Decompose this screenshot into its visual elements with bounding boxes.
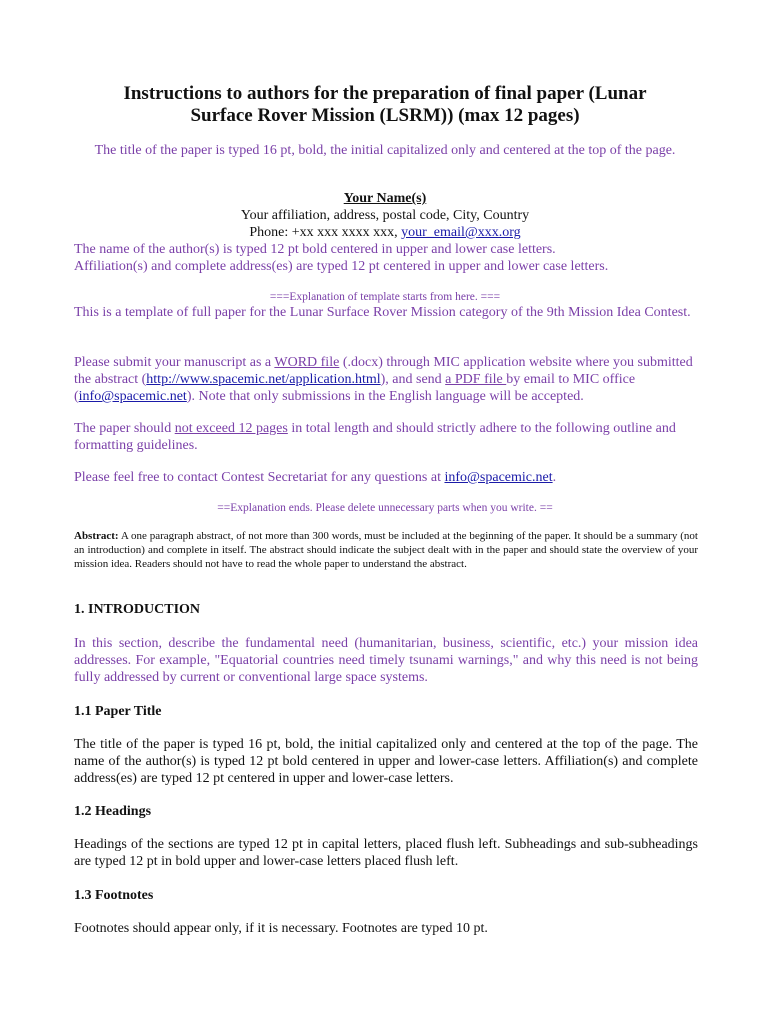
- paper-title-heading: 1.1 Paper Title: [74, 704, 162, 719]
- explanation-start: ===Explanation of template starts from here. ===: [269, 291, 501, 303]
- footnotes-text: Footnotes should appear only, if it is necessary. Footnotes are typed 10 pt.: [74, 921, 488, 936]
- footnotes-heading: 1.3 Footnotes: [74, 888, 154, 903]
- explanation-end: ==Explanation ends. Please delete unnecessary parts when you write. ==: [217, 502, 553, 514]
- author-phone: Phone: +xx xxx xxxx xxx,: [249, 225, 402, 240]
- contact-text-2: .: [552, 470, 557, 485]
- abstract-text: A one paragraph abstract, of not more than 300 words, must be included at the beginning of the paper. It should be a summary (not an introduction) and complete in itself. The abstract should indicate the subject dealt with in the paper and should state the overview of your mission idea. Readers should not have to read the whole paper to understand the abstract.: [74, 530, 698, 570]
- author-instruction-line-1: The name of the author(s) is typed 12 pt bold centered in upper and lower case letters.: [74, 242, 556, 257]
- page-limit-paragraph: [74, 420, 698, 454]
- author-affiliation: Your affiliation, address, postal code, City, Country: [240, 208, 530, 223]
- introduction-text: In this section, describe the fundamental need (humanitarian, business, scientific, etc.) your mission idea addresses. For example, "Equatorial countries need timely tsunami warnings," and why this need is not being fully addressed by current or conventional large space systems.: [74, 636, 698, 685]
- contact-text-1: Please feel free to contact Contest Secretariat for any questions at: [74, 470, 445, 485]
- author-instruction-line-2: Affiliation(s) and complete address(es) are typed 12 pt centered in upper and lower case letters.: [74, 259, 609, 274]
- introduction-heading: 1. INTRODUCTION: [74, 602, 201, 617]
- title-instruction: The title of the paper is typed 16 pt, bold, the initial capitalized only and centered at the top of the page.: [94, 143, 676, 158]
- author-instruction: [74, 241, 698, 275]
- page-limit-value: not exceed 12 pages: [174, 421, 288, 436]
- submission-text-4: by email to MIC office (: [74, 372, 636, 404]
- abstract: [74, 529, 698, 571]
- pdf-file-text: a PDF file: [445, 372, 507, 387]
- submission-paragraph: [74, 354, 698, 405]
- submission-text-2: (.docx) through MIC application website where you submitted the abstract (: [74, 355, 693, 387]
- submission-text-1: Please submit your manuscript as a: [74, 355, 275, 370]
- contact-paragraph: [74, 469, 698, 486]
- word-file-text: WORD file: [274, 355, 340, 370]
- headings-text: Headings of the sections are typed 12 pt in capital letters, placed flush left. Subheadings and sub-subheadings are typed 12 pt in bold upper and lower-case letters placed flush left.: [74, 837, 698, 869]
- submission-text-3: ), and send: [380, 372, 446, 387]
- paper-title-line-1: Instructions to authors for the preparation of final paper (Lunar: [123, 83, 647, 104]
- author-name: Your Name(s): [343, 191, 427, 206]
- template-paragraph: This is a template of full paper for the Lunar Surface Rover Mission category of the 9th Mission Idea Contest.: [74, 305, 691, 320]
- page-limit-text-1: The paper should: [74, 421, 175, 436]
- contact-email-link[interactable]: info@spacemic.net: [444, 470, 553, 485]
- author-email-link[interactable]: your_email@xxx.org: [401, 225, 521, 240]
- paper-title-text: The title of the paper is typed 16 pt, bold, the initial capitalized only and centered at the top of the page. The name of the author(s) is typed 12 pt bold centered in upper and lower-case letters. Affiliation(s) and complete address(es) are typed 12 pt centered in upper and lower-case letters.: [74, 737, 698, 786]
- author-block: [60, 190, 710, 241]
- page-limit-text-2: in total length and should strictly adhere to the following outline and formatting guidelines.: [74, 421, 676, 453]
- abstract-label: Abstract:: [74, 530, 119, 542]
- paper-title-line-2: Surface Rover Mission (LSRM)) (max 12 pages): [190, 105, 580, 126]
- author-phone-line: [60, 224, 710, 241]
- headings-heading: 1.2 Headings: [74, 804, 152, 819]
- paper-title: [60, 83, 710, 127]
- office-email-link[interactable]: info@spacemic.net: [78, 389, 187, 404]
- application-url-link[interactable]: http://www.spacemic.net/application.html: [146, 372, 381, 387]
- submission-text-5: ). Note that only submissions in the English language will be accepted.: [186, 389, 584, 404]
